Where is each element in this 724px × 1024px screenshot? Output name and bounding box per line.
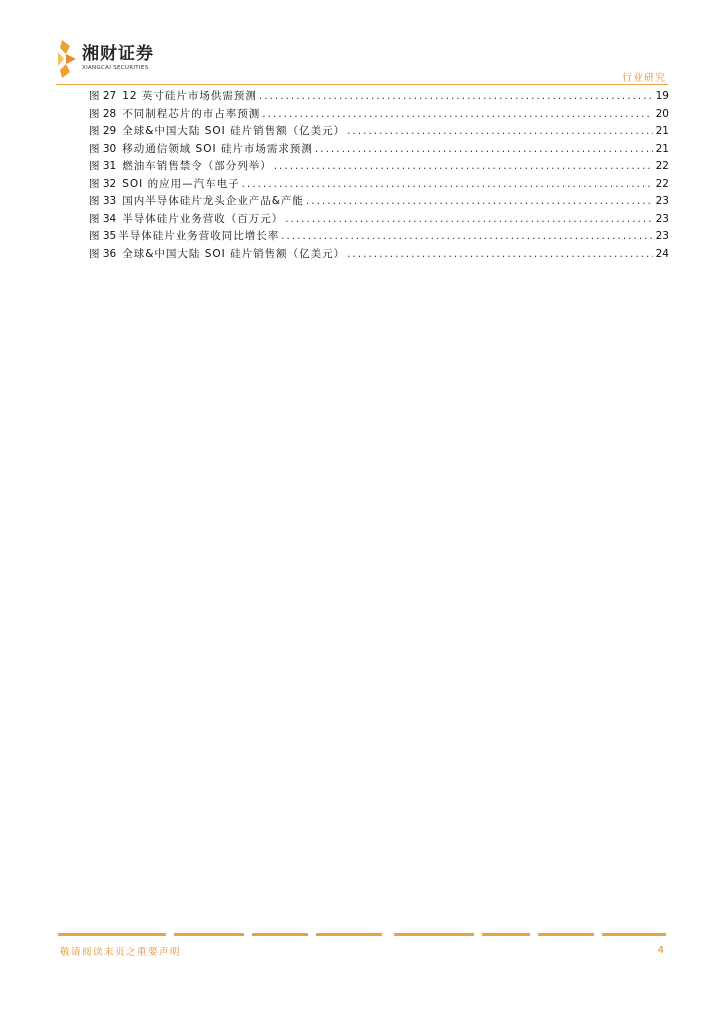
figure-number: 图 28 xyxy=(89,107,117,120)
page-ref: 20 xyxy=(655,107,669,120)
toc-entry[interactable] xyxy=(89,106,669,124)
leader-dots xyxy=(262,106,653,124)
figure-title: 燃油车销售禁令（部分列举） xyxy=(122,160,272,172)
leader-dots xyxy=(347,246,653,264)
toc-entry[interactable] xyxy=(89,211,669,229)
toc-entry[interactable] xyxy=(89,158,669,176)
leader-dots xyxy=(285,211,653,229)
figure-title: SOI 的应用—汽车电子 xyxy=(122,177,240,190)
leader-dots xyxy=(306,193,653,211)
logo-name-en: XIANGCAI SECURITIES xyxy=(82,65,149,71)
page-ref: 23 xyxy=(655,230,669,242)
figure-number: 图 30 xyxy=(89,142,117,155)
toc-entry[interactable] xyxy=(89,228,669,246)
toc-entry[interactable] xyxy=(89,193,669,211)
footer-divider xyxy=(58,933,666,936)
toc-entry[interactable] xyxy=(89,88,669,106)
leader-dots xyxy=(242,176,653,194)
figure-title: 全球&中国大陆 SOI 硅片销售额（亿美元） xyxy=(122,125,346,137)
page-ref: 22 xyxy=(655,177,669,190)
leader-dots xyxy=(315,141,653,159)
toc-entry[interactable] xyxy=(89,141,669,159)
figure-title: 半导体硅片业务营收（百万元） xyxy=(122,212,284,225)
page-ref: 23 xyxy=(655,212,669,225)
page-ref: 22 xyxy=(655,160,669,172)
report-category: 行业研究 xyxy=(622,73,666,84)
page-ref: 24 xyxy=(655,247,669,260)
logo xyxy=(56,40,154,80)
figure-title: 12 英寸硅片市场供需预测 xyxy=(122,90,257,102)
page-ref: 21 xyxy=(655,125,669,137)
figure-title: 全球&中国大陆 SOI 硅片销售额（亿美元） xyxy=(122,247,346,260)
leader-dots xyxy=(274,158,653,176)
figure-number: 图 31 xyxy=(89,160,117,172)
figure-number: 图 29 xyxy=(89,125,117,137)
disclaimer-note: 敬请阅读末页之重要声明 xyxy=(60,947,182,958)
figure-title: 国内半导体硅片龙头企业产品&产能 xyxy=(122,195,304,207)
toc-entry[interactable] xyxy=(89,123,669,141)
figure-title: 半导体硅片业务营收同比增长率 xyxy=(118,230,280,242)
header-divider xyxy=(56,84,668,85)
logo-name-cn: 湘财证券 xyxy=(82,44,154,64)
page-number: 4 xyxy=(657,945,664,956)
page-ref: 23 xyxy=(655,195,669,207)
leader-dots xyxy=(347,123,653,141)
toc-entry[interactable] xyxy=(89,246,669,264)
page-ref: 21 xyxy=(655,142,669,155)
figure-list xyxy=(89,88,669,263)
figure-number: 图 33 xyxy=(89,195,117,207)
leader-dots xyxy=(281,228,653,246)
figure-number: 图 36 xyxy=(89,247,117,260)
figure-title: 移动通信领域 SOI 硅片市场需求预测 xyxy=(122,142,313,155)
page-ref: 19 xyxy=(655,90,669,102)
leader-dots xyxy=(259,88,653,106)
toc-entry[interactable] xyxy=(89,176,669,194)
figure-number: 图 34 xyxy=(89,212,117,225)
figure-title: 不同制程芯片的市占率预测 xyxy=(122,107,261,120)
figure-number: 图 27 xyxy=(89,90,117,102)
figure-number: 图 35 xyxy=(89,230,117,242)
figure-number: 图 32 xyxy=(89,177,117,190)
xiangcai-logo-icon xyxy=(56,40,78,78)
